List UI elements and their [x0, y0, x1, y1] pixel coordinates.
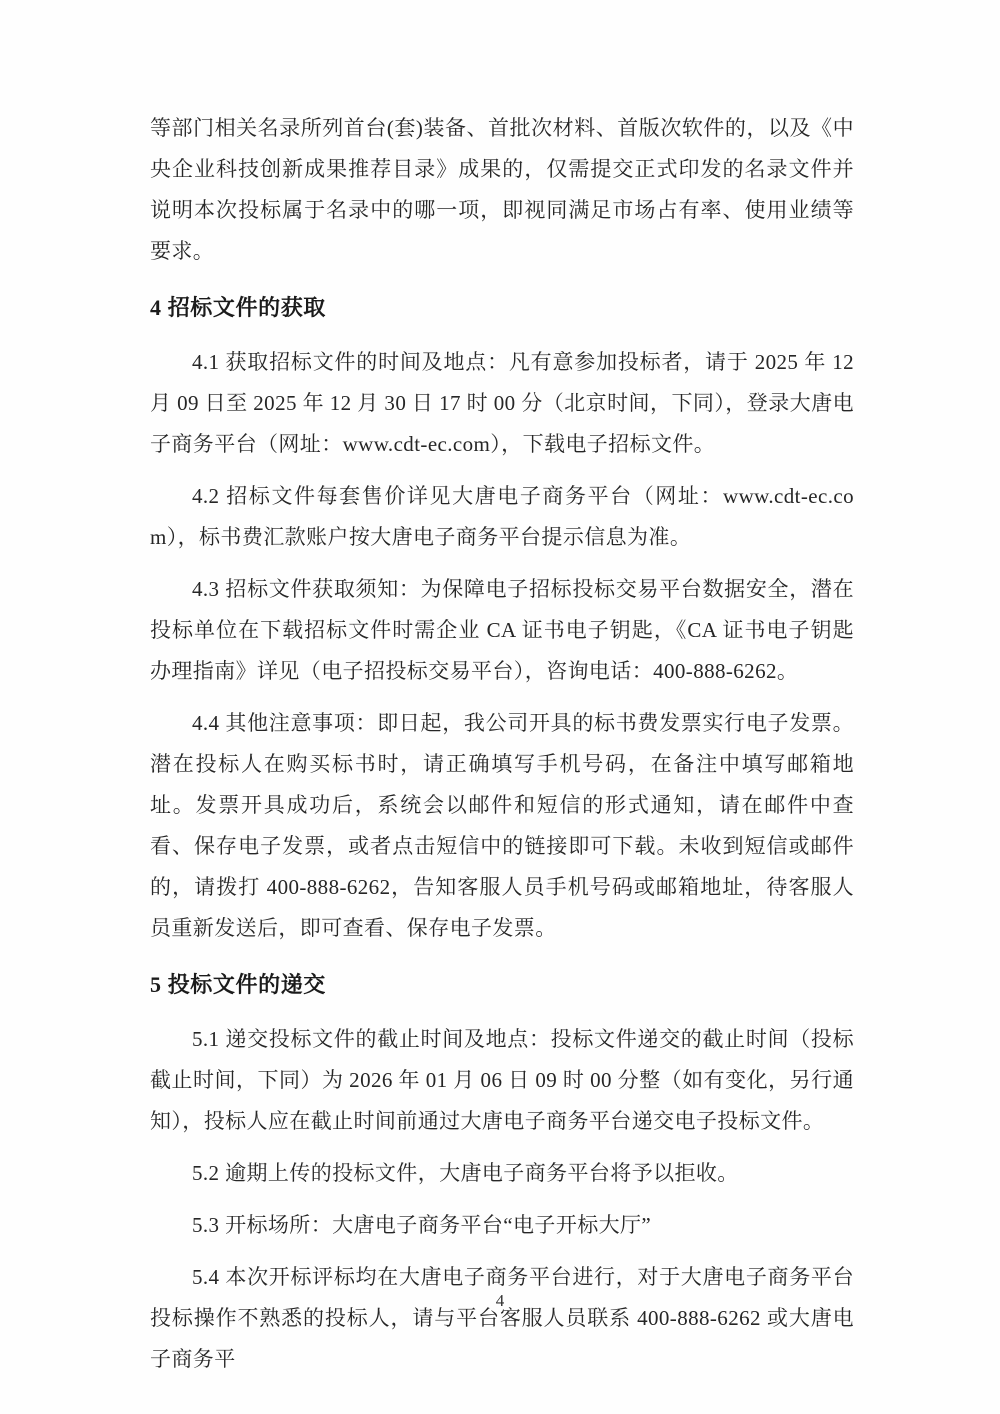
section-heading-5-submission-of-bid-documents: 5 投标文件的递交 — [150, 972, 326, 997]
document-text-area — [150, 108, 854, 1391]
section-heading-4-obtaining-bid-documents: 4 招标文件的获取 — [150, 295, 326, 320]
paragraph-4-1: 4.1 获取招标文件的时间及地点：凡有意参加投标者，请于 2025 年 12 月 09 日至 2025 年 12 月 30 日 17 时 00 分（北京时间，下同），登录大唐电子商务平台（网址：www.cdt-ec.com），下载电子招标文件。 — [150, 350, 854, 456]
page-number: 4 — [495, 1291, 505, 1310]
paragraph-5-3: 5.3 开标场所：大唐电子商务平台“电子开标大厅” — [192, 1213, 652, 1237]
paragraph-5-2: 5.2 逾期上传的投标文件，大唐电子商务平台将予以拒收。 — [192, 1161, 739, 1185]
paragraph-4-2: 4.2 招标文件每套售价详见大唐电子商务平台（网址：www.cdt-ec.com），标书费汇款账户按大唐电子商务平台提示信息为准。 — [150, 484, 854, 549]
paragraph-5-1: 5.1 递交投标文件的截止时间及地点：投标文件递交的截止时间（投标截止时间，下同）为 2026 年 01 月 06 日 09 时 00 分整（如有变化，另行通知），投标人应在截止时间前通过大唐电子商务平台递交电子投标文件。 — [150, 1027, 854, 1133]
paragraph-continuation: 等部门相关名录所列首台(套)装备、首批次材料、首版次软件的，以及《中央企业科技创新成果推荐目录》成果的，仅需提交正式印发的名录文件并说明本次投标属于名录中的哪一项，即视同满足市场占有率、使用业绩等要求。 — [150, 116, 854, 263]
paragraph-4-4: 4.4 其他注意事项：即日起，我公司开具的标书费发票实行电子发票。潜在投标人在购买标书时，请正确填写手机号码，在备注中填写邮箱地址。发票开具成功后，系统会以邮件和短信的形式通知，请在邮件中查看、保存电子发票，或者点击短信中的链接即可下载。未收到短信或邮件的，请拨打 400-888-6262，告知客服人员手机号码或邮箱地址，待客服人员重新发送后，即可查看、保存电子发票。 — [150, 711, 854, 940]
paragraph-5-4: 5.4 本次开标评标均在大唐电子商务平台进行，对于大唐电子商务平台投标操作不熟悉的投标人，请与平台客服人员联系 400-888-6262 或大唐电子商务平 — [150, 1265, 854, 1371]
paragraph-4-3: 4.3 招标文件获取须知：为保障电子招标投标交易平台数据安全，潜在投标单位在下载招标文件时需企业 CA 证书电子钥匙，《CA 证书电子钥匙办理指南》详见（电子招投标交易平台），咨询电话：400-888-6262。 — [150, 577, 854, 683]
